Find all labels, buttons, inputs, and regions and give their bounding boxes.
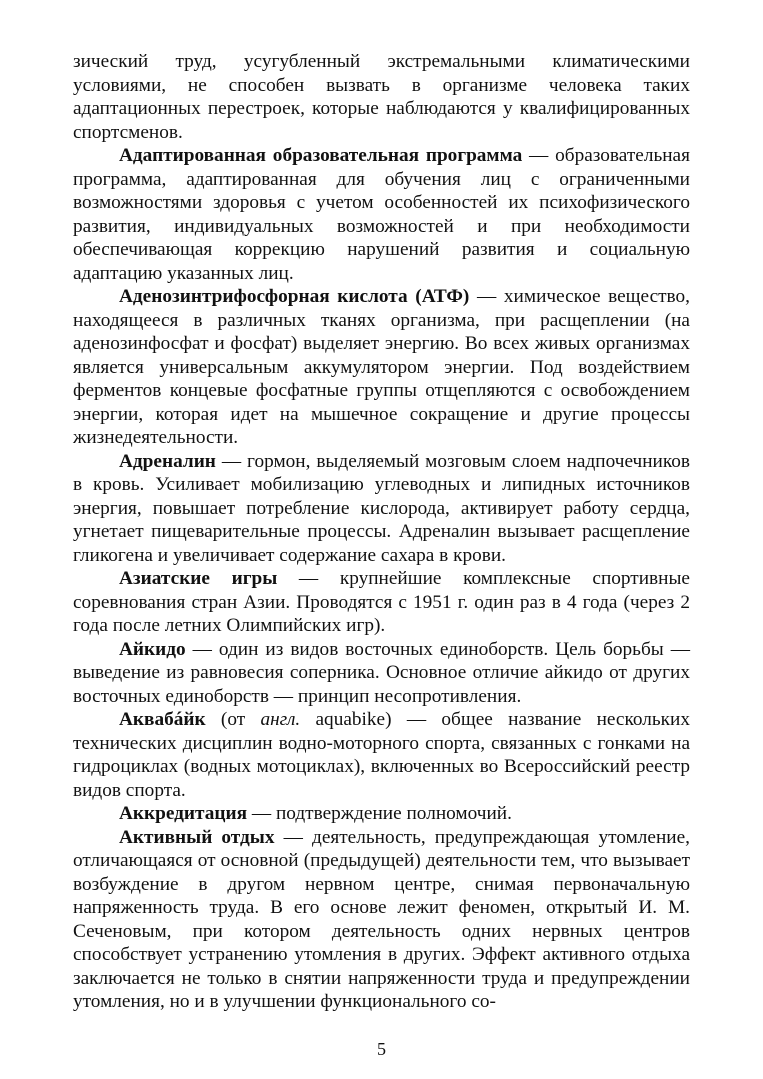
entry-term: Айкидо	[119, 638, 186, 660]
page-text	[73, 50, 690, 1014]
entry-term: Активный отдых	[119, 826, 275, 848]
entry-definition: — гормон, выделяемый мозговым слоем надпочечников в кровь. Усиливает мобилизацию углеводных и липидных источников энергия, повышает потребление кислорода, активирует работу сердца, угнетает пищеварительные процессы. Адреналин вызывает расщепление гликогена и увеличивает содержание сахара в крови.	[73, 450, 690, 566]
entry-definition: — крупнейшие комплексные спортивные соревнования стран Азии. Проводятся с 1951 г. один раз в 4 года (через 2 года после летних Олимпийских игр).	[73, 568, 690, 636]
page-number: 5	[377, 1039, 386, 1059]
entry-term: Аквабáйк	[119, 709, 206, 730]
glossary-entry-accreditation	[73, 802, 690, 826]
entry-term: Азиатские игры	[119, 568, 278, 589]
entry-definition: aquabike) — общее название нескольких технических дисциплин водно-моторного спорта, связанных с гонками на гидроциклах (водных мотоциклах), включенных во Всероссийский реестр видов спорта.	[73, 709, 690, 801]
glossary-entry-aquabike	[73, 708, 690, 802]
entry-definition: — подтверждение полномочий.	[247, 803, 512, 824]
entry-term: Аденозинтрифосфорная кислота (АТФ)	[119, 286, 470, 307]
entry-prefix: (от	[205, 709, 261, 730]
entry-definition: — образовательная программа, адаптированная для обучения лиц с ограниченными возможностями здоровья с учетом особенностей их психофизического развития, индивидуальных возможностей и при необходимости обеспечивающая коррекцию нарушений развития и социальную адаптацию указанных лиц.	[73, 145, 690, 284]
glossary-entry-adapted-program	[73, 144, 690, 285]
glossary-entry-aikido	[73, 638, 690, 709]
language-label: англ.	[260, 709, 301, 730]
glossary-entry-adrenaline	[73, 450, 690, 568]
entry-term: Адреналин	[119, 450, 216, 472]
glossary-entry-atp	[73, 285, 690, 450]
entry-term: Адаптированная образовательная программа	[119, 145, 523, 166]
paragraph-text: зический труд, усугубленный экстремальными климатическими условиями, не способен вызвать в организме человека таких адаптационных перестроек, которые наблюдаются у квалифицированных спортсменов.	[73, 51, 690, 143]
continuation-paragraph	[73, 50, 690, 144]
entry-definition: — химическое вещество, находящееся в различных тканях организма, при расщеплении (на аденозинфосфат и фосфат) выделяет энергию. Во всех живых организмах является универсальным аккумулятором энергии. Под воздействием ферментов концевые фосфатные группы отщепляются с освобождением энергии, которая идет на мышечное сокращение и другие процессы жизнедеятельности.	[73, 286, 690, 448]
glossary-entry-asian-games	[73, 567, 690, 638]
entry-definition: — деятельность, предупреждающая утомление, отличающаяся от основной (предыдущей) деятельности тем, что вызывает возбуждение в другом нервном центре, снимая первоначальную напряженность труда. В его основе лежит феномен, открытый И. М. Сеченовым, при котором деятельность одних нервных центров способствует устранению утомления в других. Эффект активного отдыха заключается не только в снятии напряженности труда и предупреждении утомления, но и в улучшении функционального со-	[73, 826, 691, 1012]
entry-term: Аккредитация	[119, 803, 248, 824]
entry-definition: — один из видов восточных единоборств. Цель борьбы — выведение из равновесия соперника. Основное отличие айкидо от других восточных единоборств — принцип несопротивления.	[73, 638, 690, 707]
glossary-entry-active-rest	[73, 826, 690, 1014]
